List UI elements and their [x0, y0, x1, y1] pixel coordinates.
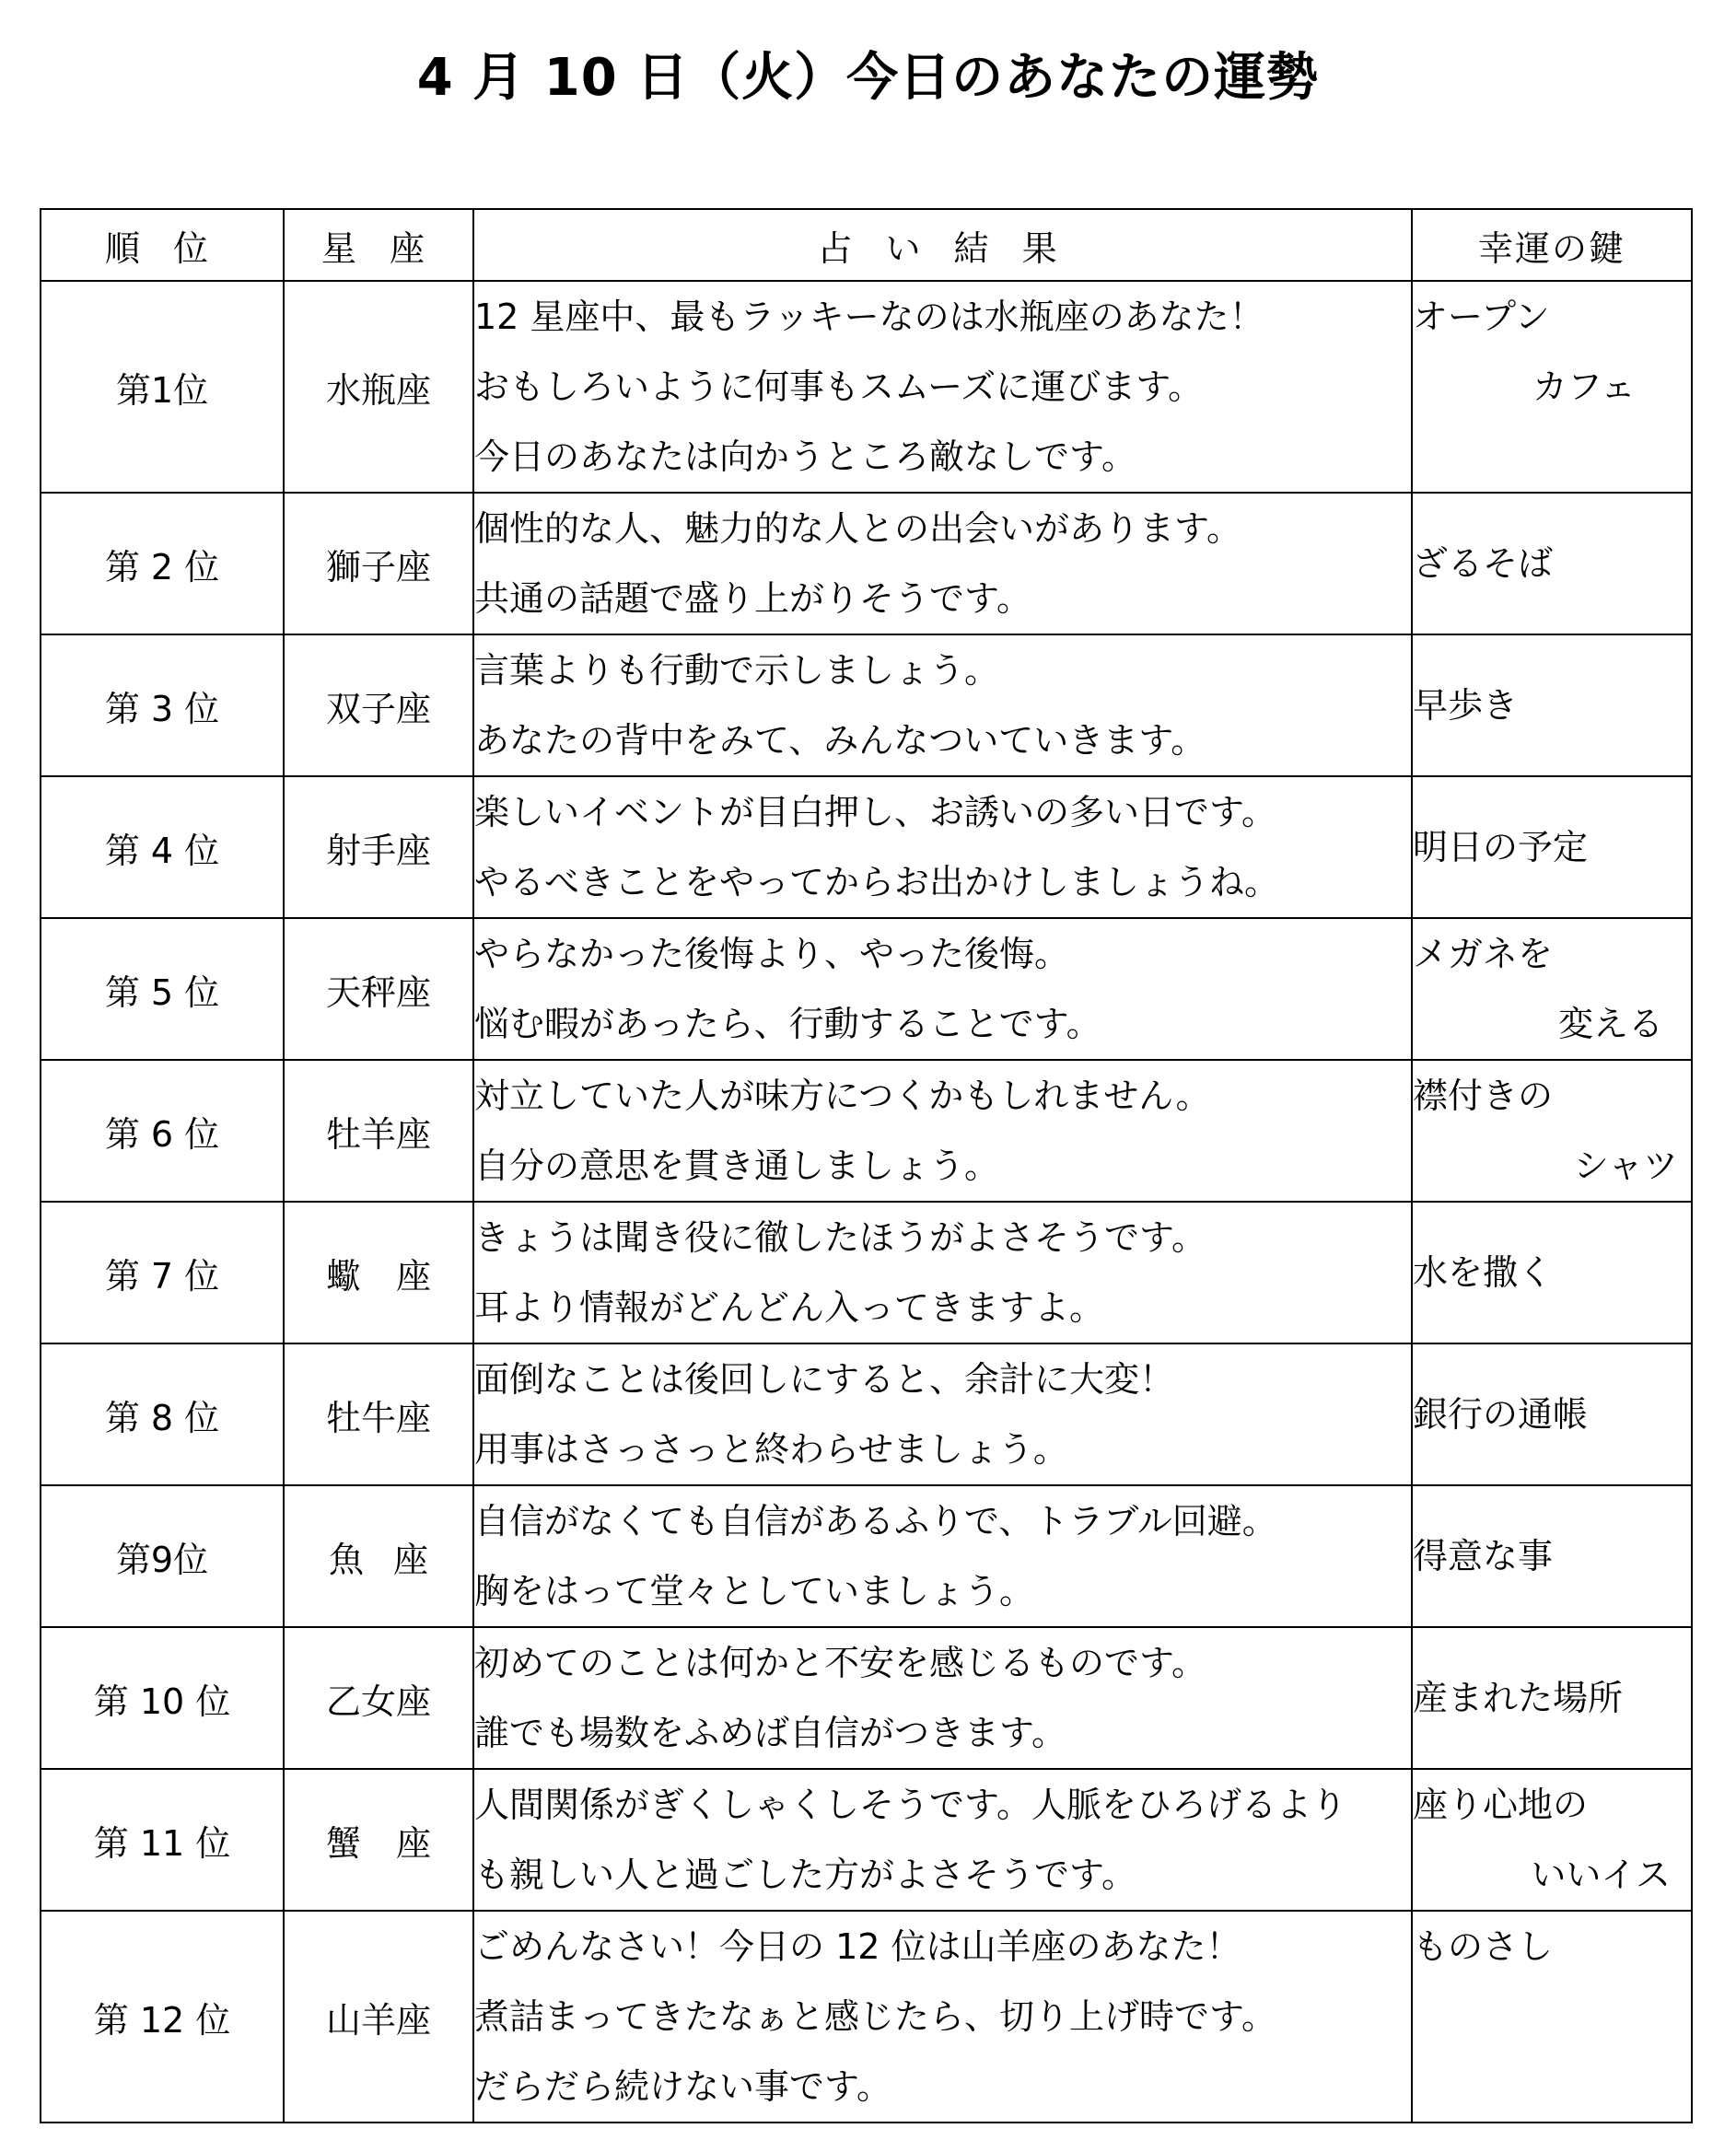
result-cell — [473, 918, 1412, 1060]
result-line: 自信がなくても自信があるふりで、トラブル回避。 — [474, 1501, 1277, 1541]
key-cell — [1412, 1202, 1692, 1343]
rank-cell: 第 5 位 — [41, 918, 284, 1060]
sign-cell: 山羊座 — [284, 1911, 473, 2123]
result-cell — [473, 776, 1412, 918]
rank-cell: 第 4 位 — [41, 776, 284, 918]
key-cell — [1412, 918, 1692, 1060]
result-line: 誰でも場数をふめば自信がつきます。 — [474, 1713, 1066, 1753]
result-line: ごめんなさい！今日の 12 位は山羊座のあなた！ — [474, 1926, 1241, 1967]
key-line: 早歩き — [1413, 685, 1519, 726]
result-cell — [473, 634, 1412, 776]
table-row — [41, 1485, 1692, 1627]
result-line: 悩む暇があったら、行動することです。 — [474, 1004, 1101, 1044]
key-line: 座り心地の — [1413, 1785, 1589, 1825]
result-cell — [473, 1485, 1412, 1627]
result-cell — [473, 1060, 1412, 1202]
rank-cell: 第 11 位 — [41, 1769, 284, 1911]
result-line: 楽しいイベントが目白押し、お誘いの多い日です。 — [474, 792, 1276, 832]
key-cell — [1412, 1769, 1692, 1911]
key-line: メガネを — [1413, 934, 1554, 974]
result-line: 自分の意思を貫き通しましょう。 — [474, 1146, 1000, 1186]
result-line: 耳より情報がどんどん入ってきますよ。 — [474, 1287, 1105, 1328]
result-line: 面倒なことは後回しにすると、余計に大変！ — [474, 1359, 1175, 1400]
header-result: 占 い 結 果 — [473, 209, 1412, 281]
sign-cell: 牡羊座 — [284, 1060, 473, 1202]
sign-cell: 蟹 座 — [284, 1769, 473, 1911]
key-line: いいイス — [1531, 1855, 1671, 1895]
key-cell — [1412, 634, 1692, 776]
table-row — [41, 281, 1692, 493]
key-line: シャツ — [1573, 1146, 1678, 1186]
result-cell — [473, 1911, 1412, 2123]
rank-cell: 第 6 位 — [41, 1060, 284, 1202]
result-line: おもしろいように何事もスムーズに運びます。 — [474, 366, 1204, 407]
result-line: 煮詰まってきたなぁと感じたら、切り上げ時です。 — [474, 1996, 1276, 2037]
rank-cell: 第 2 位 — [41, 493, 284, 634]
result-cell — [473, 1343, 1412, 1485]
key-line: 水を撒く — [1413, 1252, 1554, 1293]
header-row — [41, 209, 1692, 281]
sign-cell: 乙女座 — [284, 1627, 473, 1769]
key-cell — [1412, 493, 1692, 634]
key-line: 明日の予定 — [1413, 827, 1589, 867]
key-cell — [1412, 1060, 1692, 1202]
key-line: 産まれた場所 — [1413, 1678, 1624, 1718]
key-line: 襟付きの — [1413, 1076, 1554, 1116]
result-cell — [473, 1769, 1412, 1911]
rank-cell: 第 8 位 — [41, 1343, 284, 1485]
rank-cell: 第 7 位 — [41, 1202, 284, 1343]
result-line: やらなかった後悔より、やった後悔。 — [474, 934, 1070, 974]
result-line: きょうは聞き役に徹したほうがよさそうです。 — [474, 1217, 1206, 1258]
result-line: 言葉よりも行動で示しましょう。 — [474, 650, 1000, 691]
key-line: ものさし — [1413, 1926, 1554, 1967]
table-row — [41, 776, 1692, 918]
key-cell — [1412, 776, 1692, 918]
result-line: 胸をはって堂々としていましょう。 — [474, 1571, 1035, 1611]
header-sign: 星 座 — [284, 209, 473, 281]
result-line: やるべきことをやってからお出かけしましょうね。 — [474, 862, 1280, 902]
table-row — [41, 918, 1692, 1060]
rank-cell: 第 10 位 — [41, 1627, 284, 1769]
sign-cell: 双子座 — [284, 634, 473, 776]
result-line: だらだら続けない事です。 — [474, 2066, 891, 2107]
key-cell — [1412, 1485, 1692, 1627]
key-cell — [1412, 281, 1692, 493]
table-row — [41, 634, 1692, 776]
result-line: 共通の話題で盛り上がりそうです。 — [474, 578, 1031, 619]
rank-cell: 第 12 位 — [41, 1911, 284, 2123]
header-key: 幸運の鍵 — [1412, 209, 1692, 281]
table-row — [41, 1343, 1692, 1485]
header-rank: 順 位 — [41, 209, 284, 281]
result-line: 用事はさっさっと終わらせましょう。 — [474, 1429, 1068, 1470]
table-row — [41, 1911, 1692, 2123]
sign-cell: 牡牛座 — [284, 1343, 473, 1485]
result-cell — [473, 1627, 1412, 1769]
sign-cell: 蠍 座 — [284, 1202, 473, 1343]
key-line: 得意な事 — [1413, 1536, 1554, 1576]
result-line: 12 星座中、最もラッキーなのは水瓶座のあなた！ — [474, 297, 1264, 337]
result-line: 今日のあなたは向かうところ敵なしです。 — [474, 436, 1136, 477]
result-line: 人間関係がぎくしゃくしそうです。人脈をひろげるより — [474, 1785, 1346, 1825]
rank-cell: 第9位 — [41, 1485, 284, 1627]
table-row — [41, 1627, 1692, 1769]
table-row — [41, 1769, 1692, 1911]
key-cell — [1412, 1343, 1692, 1485]
sign-cell: 魚 座 — [284, 1485, 473, 1627]
result-line: 個性的な人、魅力的な人との出会いがあります。 — [474, 508, 1241, 549]
page-title: 4 月 10 日（火）今日のあなたの運勢 — [416, 48, 1320, 108]
key-line: オープン — [1413, 297, 1550, 337]
result-line: も親しい人と過ごした方がよさそうです。 — [474, 1855, 1136, 1895]
table-row — [41, 1060, 1692, 1202]
key-cell — [1412, 1627, 1692, 1769]
table-row — [41, 493, 1692, 634]
rank-cell: 第1位 — [41, 281, 284, 493]
rank-cell: 第 3 位 — [41, 634, 284, 776]
result-line: 対立していた人が味方につくかもしれません。 — [474, 1076, 1211, 1116]
result-cell — [473, 493, 1412, 634]
result-line: 初めてのことは何かと不安を感じるものです。 — [474, 1643, 1206, 1683]
result-cell — [473, 1202, 1412, 1343]
result-line: あなたの背中をみて、みんなついていきます。 — [474, 720, 1206, 761]
key-line: 変える — [1557, 1004, 1663, 1044]
table-row — [41, 1202, 1692, 1343]
result-cell — [473, 281, 1412, 493]
sign-cell: 獅子座 — [284, 493, 473, 634]
key-line: ざるそば — [1413, 543, 1554, 584]
fortune-table — [40, 208, 1693, 2123]
sign-cell: 天秤座 — [284, 918, 473, 1060]
sign-cell: 射手座 — [284, 776, 473, 918]
key-line: カフェ — [1532, 366, 1636, 407]
key-cell — [1412, 1911, 1692, 2123]
sign-cell: 水瓶座 — [284, 281, 473, 493]
key-line: 銀行の通帳 — [1413, 1394, 1589, 1435]
